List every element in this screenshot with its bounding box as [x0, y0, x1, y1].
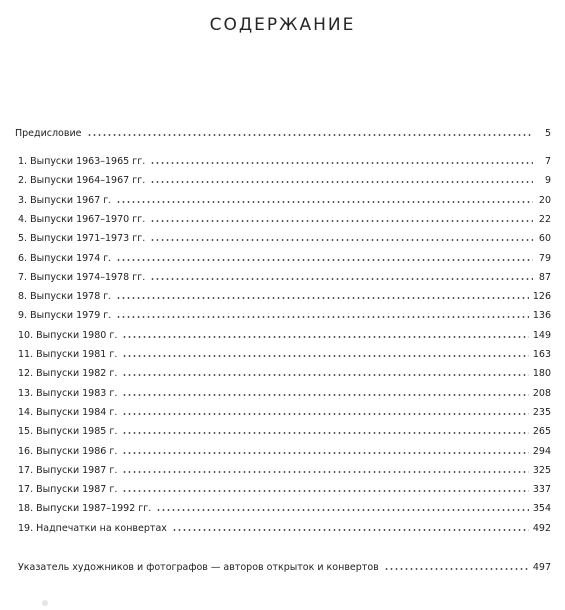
- toc-entry: [18, 287, 551, 303]
- toc-entry-page-number: 87: [538, 271, 551, 283]
- toc-entry-page-number: 492: [532, 522, 551, 534]
- toc-entry-label: 12. Выпуски 1982 г.: [18, 368, 118, 380]
- toc-entry-page-number: 126: [532, 291, 551, 303]
- dot-leader: [116, 315, 529, 319]
- toc-entry-label: 15. Выпуски 1985 г.: [18, 426, 118, 438]
- toc-entry: [18, 519, 551, 535]
- toc-entry: [18, 326, 551, 342]
- page-mark: [42, 600, 48, 606]
- toc-entry-label: 5. Выпуски 1971–1973 гг.: [18, 233, 146, 245]
- toc-entry-label: 3. Выпуски 1967 г.: [18, 194, 112, 206]
- toc-entry: [18, 442, 551, 458]
- toc-entry: [18, 191, 551, 207]
- toc-entry-page-number: 337: [532, 484, 551, 496]
- toc-entry: [18, 558, 551, 574]
- toc-entry-page-number: 163: [532, 349, 551, 360]
- dot-leader: [150, 219, 533, 223]
- dot-leader: [116, 200, 533, 204]
- toc-entry: [18, 422, 551, 438]
- dot-leader: [122, 489, 529, 493]
- toc-entry-page-number: 497: [532, 562, 551, 573]
- toc-entry-label: 6. Выпуски 1974 г.: [18, 252, 112, 264]
- toc-entry-page-number: 180: [532, 368, 551, 380]
- dot-leader: [116, 258, 533, 262]
- toc-entry-page-number: 325: [532, 464, 551, 476]
- page-title: СОДЕРЖАНИЕ: [209, 15, 356, 35]
- toc-entry-label: 11. Выпуски 1981 г.: [18, 349, 118, 360]
- toc-entry-label: 17. Выпуски 1987 г.: [18, 484, 118, 496]
- toc-entry-label: Указатель художников и фотографов — авторов открыток и конвертов: [18, 562, 379, 573]
- toc-entry: [18, 345, 551, 361]
- dot-leader: [87, 133, 534, 137]
- dot-leader: [122, 412, 529, 416]
- dot-leader: [150, 180, 533, 184]
- toc-entry-page-number: 235: [532, 406, 551, 418]
- toc-entry: [18, 268, 551, 284]
- toc-entry-label: 17. Выпуски 1987 г.: [18, 464, 118, 476]
- toc-entry-label: 10. Выпуски 1980 г.: [18, 329, 118, 341]
- toc-entry-label: 18. Выпуски 1987–1992 гг.: [18, 503, 152, 515]
- toc-entry-label: 2. Выпуски 1964–1967 гг.: [18, 175, 146, 187]
- toc-entry-label: 16. Выпуски 1986 г.: [18, 445, 118, 457]
- toc-entry: [18, 364, 551, 380]
- toc-entry-page-number: 149: [532, 329, 551, 341]
- toc-entry: [18, 210, 551, 226]
- toc-entry-label: 19. Надпечатки на конвертах: [18, 522, 167, 534]
- toc-entry-page-number: 79: [538, 252, 551, 264]
- dot-leader: [122, 451, 529, 455]
- toc-entry: [15, 124, 551, 140]
- toc-entry-page-number: 5: [544, 128, 551, 139]
- toc-entry-page-number: 7: [544, 156, 551, 167]
- toc-entry-page-number: 294: [532, 445, 551, 457]
- toc-entry-label: 1. Выпуски 1963–1965 гг.: [18, 156, 146, 167]
- toc-entry-page-number: 9: [544, 175, 551, 187]
- toc-entry-label: 13. Выпуски 1983 г.: [18, 387, 118, 399]
- toc-entry: [18, 171, 551, 187]
- toc-entry-page-number: 208: [532, 387, 551, 399]
- toc-entry: [18, 229, 551, 245]
- dot-leader: [150, 238, 533, 242]
- toc-entry-page-number: 265: [532, 426, 551, 438]
- toc-entry-label: 9. Выпуски 1979 г.: [18, 310, 112, 322]
- toc-entry: [18, 384, 551, 400]
- toc-entry-label: 4. Выпуски 1967–1970 гг.: [18, 213, 146, 225]
- toc-entry-page-number: 60: [538, 233, 551, 245]
- toc-entry-label: Предисловие: [15, 128, 82, 139]
- dot-leader: [150, 161, 533, 165]
- toc-entry: [18, 461, 551, 477]
- dot-leader: [116, 296, 529, 300]
- dot-leader: [122, 431, 529, 435]
- dot-leader: [122, 354, 529, 358]
- toc-entry-label: 14. Выпуски 1984 г.: [18, 406, 118, 418]
- toc-entry-label: 7. Выпуски 1974–1978 гг.: [18, 271, 146, 283]
- toc-entry: [18, 152, 551, 168]
- toc-entry-label: 8. Выпуски 1978 г.: [18, 291, 112, 303]
- dot-leader: [122, 335, 529, 339]
- dot-leader: [156, 508, 529, 512]
- dot-leader: [384, 567, 529, 571]
- toc-entry: [18, 403, 551, 419]
- toc-entry: [18, 306, 551, 322]
- dot-leader: [122, 393, 529, 397]
- toc-entry-page-number: 20: [538, 194, 551, 206]
- toc-entry-page-number: 354: [532, 503, 551, 515]
- toc-entry-page-number: 22: [538, 213, 551, 225]
- dot-leader: [172, 528, 529, 532]
- dot-leader: [122, 470, 529, 474]
- dot-leader: [122, 373, 529, 377]
- toc-entry: [18, 249, 551, 265]
- toc-entry: [18, 480, 551, 496]
- toc-entry: [18, 499, 551, 515]
- toc-entry-page-number: 136: [532, 310, 551, 322]
- dot-leader: [150, 277, 533, 281]
